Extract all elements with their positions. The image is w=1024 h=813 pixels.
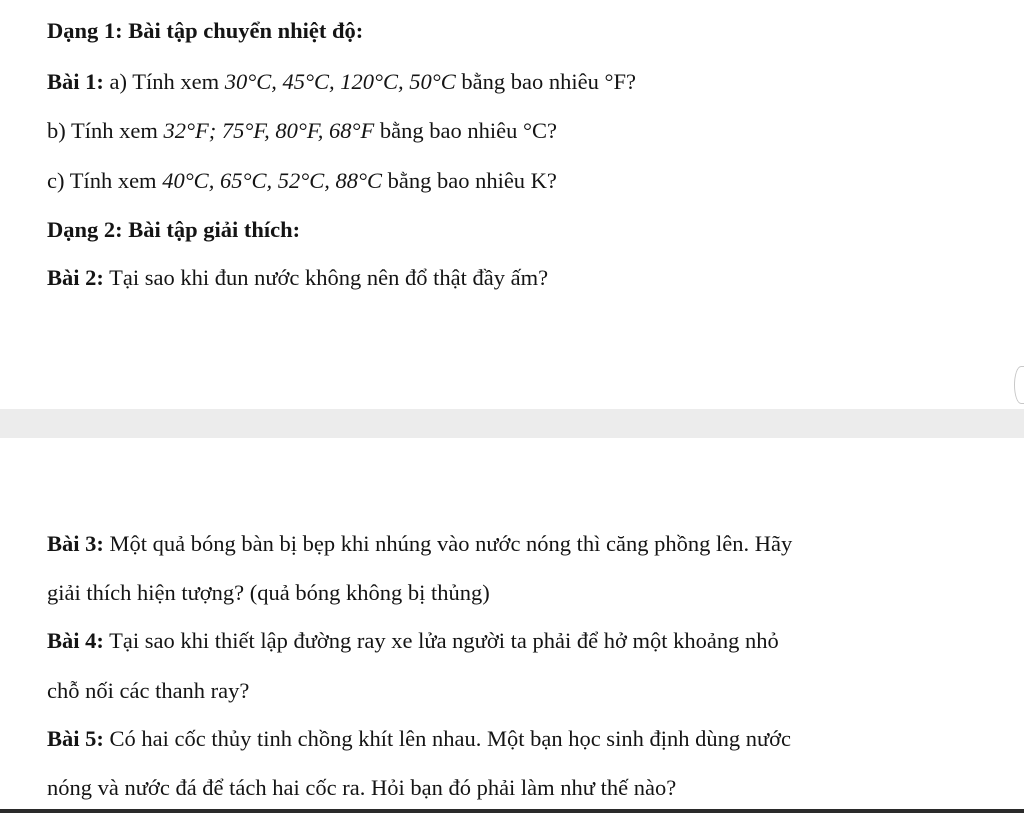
bai-1-b-prefix: b) Tính xem [47, 118, 164, 143]
bai-3-text-2: giải thích hiện tượng? (quả bóng không bị thủng) [47, 580, 490, 605]
bai-3-line-2 [47, 579, 490, 607]
page-edge-mark [1014, 366, 1024, 404]
bai-4-text-2: chỗ nối các thanh ray? [47, 678, 250, 703]
bai-1-c-suffix: bằng bao nhiêu K? [381, 168, 557, 193]
bai-1-part-a [47, 68, 636, 96]
bai-2-label: Bài 2: [47, 265, 104, 290]
bai-3-text-1: Một quả bóng bàn bị bẹp khi nhúng vào nước nóng thì căng phồng lên. Hãy [103, 531, 793, 556]
page-break-band [0, 409, 1024, 438]
bai-5-text-2: nóng và nước đá để tách hai cốc ra. Hỏi bạn đó phải làm như thế nào? [47, 775, 677, 800]
bottom-border [0, 809, 1024, 813]
bai-1-part-c [47, 167, 557, 195]
bai-1-c-prefix: c) Tính xem [47, 168, 163, 193]
bai-2 [47, 264, 548, 292]
bai-1-b-suffix: bằng bao nhiêu °C? [374, 118, 557, 143]
bai-1-c-values: 40°C, 65°C, 52°C, 88°C [162, 168, 382, 193]
bai-5-label: Bài 5: [47, 726, 104, 751]
bai-1-b-values: 32°F; 75°F, 80°F, 68°F [163, 118, 375, 143]
bai-5-text-1: Có hai cốc thủy tinh chồng khít lên nhau. Một bạn học sinh định dùng nước [103, 726, 792, 751]
bai-4-label: Bài 4: [47, 628, 104, 653]
bai-1-a-values: 30°C, 45°C, 120°C, 50°C [224, 69, 456, 94]
section-title-dang-1 [47, 17, 363, 45]
bai-4-line-2 [47, 677, 249, 705]
bai-2-text: Tại sao khi đun nước không nên đổ thật đầy ấm? [103, 265, 549, 290]
bai-3-line-1 [47, 530, 792, 558]
bai-1-a-suffix: bằng bao nhiêu °F? [455, 69, 636, 94]
section-title-dang-1-text: Dạng 1: Bài tập chuyển nhiệt độ: [47, 18, 364, 43]
bai-4-line-1 [47, 627, 779, 655]
bai-5-line-1 [47, 725, 791, 753]
bai-5-line-2 [47, 774, 676, 802]
bai-1-a-prefix: a) Tính xem [103, 69, 225, 94]
bai-3-label: Bài 3: [47, 531, 104, 556]
bai-1-part-b [47, 117, 557, 145]
section-title-dang-2 [47, 216, 300, 244]
section-title-dang-2-text: Dạng 2: Bài tập giải thích: [47, 217, 301, 242]
bai-4-text-1: Tại sao khi thiết lập đường ray xe lửa người ta phải để hở một khoảng nhỏ [103, 628, 779, 653]
bai-1-label: Bài 1: [47, 69, 104, 94]
